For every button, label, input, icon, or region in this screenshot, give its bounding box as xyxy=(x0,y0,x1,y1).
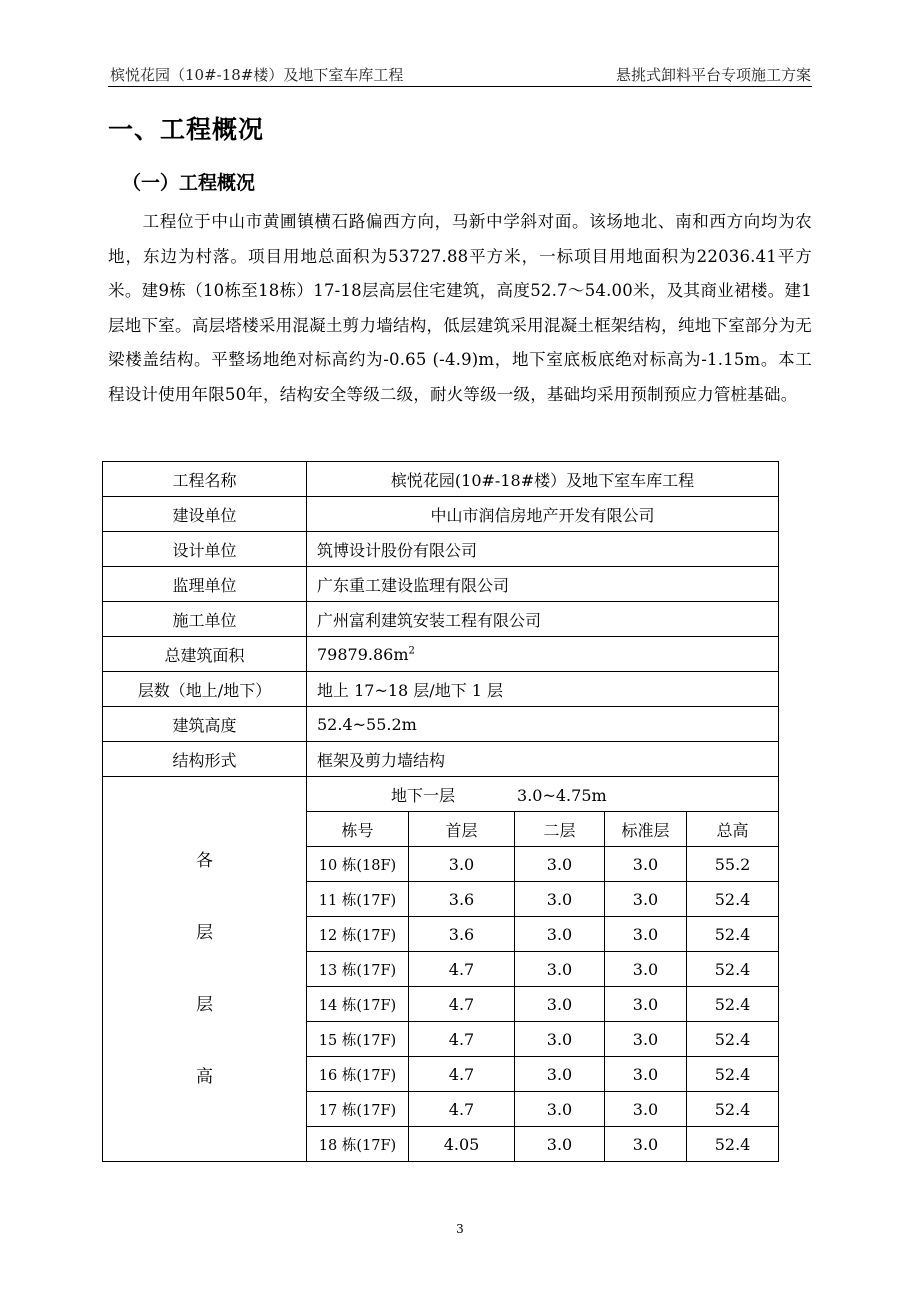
floor-height-cell: 3.6 xyxy=(409,917,515,952)
info-value-text: 框架及剪力墙结构 xyxy=(317,750,446,770)
header-project-name: 槟悦花园（10#-18#楼）及地下室车库工程 xyxy=(110,66,404,84)
info-value xyxy=(307,672,779,707)
section-title: 一、工程概况 xyxy=(108,115,265,144)
basement-value: 3.0~4.75m xyxy=(517,785,607,805)
info-value-text: 广州富利建筑安装工程有限公司 xyxy=(317,610,542,630)
info-row xyxy=(103,707,779,742)
info-value xyxy=(307,567,779,602)
info-value-text: 广东重工建设监理有限公司 xyxy=(317,575,510,595)
floor-height-cell: 4.7 xyxy=(409,1057,515,1092)
floor-heights-label-char: 层 xyxy=(196,995,213,1015)
basement-row xyxy=(103,777,779,812)
info-row xyxy=(103,602,779,637)
building-id: 17 栋(17F) xyxy=(307,1092,409,1127)
floor-height-cell: 3.0 xyxy=(515,1057,605,1092)
info-value xyxy=(307,462,779,497)
floor-height-cell: 3.0 xyxy=(605,882,687,917)
floor-heights-label-char: 层 xyxy=(196,923,213,943)
building-id: 15 栋(17F) xyxy=(307,1022,409,1057)
header-document-title: 悬挑式卸料平台专项施工方案 xyxy=(615,66,811,84)
subsection-title: （一）工程概况 xyxy=(122,172,256,194)
building-id: 12 栋(17F) xyxy=(307,917,409,952)
info-value-text: 中山市润信房地产开发有限公司 xyxy=(430,505,655,525)
info-label: 施工单位 xyxy=(103,602,307,637)
floor-column-header: 首层 xyxy=(409,812,515,847)
project-info-table xyxy=(102,461,779,1162)
floor-height-cell: 55.2 xyxy=(687,847,779,882)
info-value-text: 79879.86m xyxy=(317,644,409,664)
building-id: 18 栋(17F) xyxy=(307,1127,409,1162)
header-rule xyxy=(108,86,812,87)
info-value xyxy=(307,532,779,567)
floor-height-cell: 4.05 xyxy=(409,1127,515,1162)
info-label: 层数（地上/地下） xyxy=(103,672,307,707)
page-number: 3 xyxy=(456,1222,464,1236)
info-value xyxy=(307,637,779,672)
floor-height-cell: 3.0 xyxy=(605,987,687,1022)
floor-heights-label-char: 高 xyxy=(196,1067,213,1087)
floor-height-cell: 3.0 xyxy=(605,1022,687,1057)
floor-height-cell: 52.4 xyxy=(687,882,779,917)
info-value-superscript: 2 xyxy=(408,645,415,657)
basement-label: 地下一层 xyxy=(391,785,456,805)
floor-height-cell: 52.4 xyxy=(687,987,779,1022)
info-row xyxy=(103,532,779,567)
floor-height-cell: 4.7 xyxy=(409,1022,515,1057)
info-value-text: 地上 17~18 层/地下 1 层 xyxy=(317,680,504,700)
building-id: 14 栋(17F) xyxy=(307,987,409,1022)
info-row xyxy=(103,497,779,532)
info-label: 结构形式 xyxy=(103,742,307,777)
floor-height-cell: 52.4 xyxy=(687,1022,779,1057)
floor-column-header: 标准层 xyxy=(605,812,687,847)
building-id: 13 栋(17F) xyxy=(307,952,409,987)
info-value xyxy=(307,497,779,532)
info-row xyxy=(103,672,779,707)
info-value-text: 筑博设计股份有限公司 xyxy=(317,540,478,560)
info-label: 监理单位 xyxy=(103,567,307,602)
floor-height-cell: 52.4 xyxy=(687,952,779,987)
floor-height-cell: 3.0 xyxy=(515,952,605,987)
info-value-text: 52.4~55.2m xyxy=(317,714,417,734)
info-row xyxy=(103,462,779,497)
floor-height-cell: 52.4 xyxy=(687,1092,779,1127)
floor-height-cell: 3.0 xyxy=(605,847,687,882)
info-value xyxy=(307,742,779,777)
floor-height-cell: 3.6 xyxy=(409,882,515,917)
floor-height-cell: 3.0 xyxy=(605,1092,687,1127)
info-row xyxy=(103,637,779,672)
info-label: 建筑高度 xyxy=(103,707,307,742)
floor-height-cell: 3.0 xyxy=(515,847,605,882)
basement-cell xyxy=(307,777,779,812)
floor-height-cell: 3.0 xyxy=(605,952,687,987)
floor-heights-label-char: 各 xyxy=(196,851,213,871)
info-label: 工程名称 xyxy=(103,462,307,497)
floor-height-cell: 3.0 xyxy=(605,917,687,952)
floor-height-cell: 3.0 xyxy=(515,917,605,952)
info-row xyxy=(103,742,779,777)
floor-column-header: 栋号 xyxy=(307,812,409,847)
info-label: 设计单位 xyxy=(103,532,307,567)
info-value xyxy=(307,602,779,637)
floor-height-cell: 3.0 xyxy=(515,1092,605,1127)
floor-height-cell: 52.4 xyxy=(687,917,779,952)
building-id: 16 栋(17F) xyxy=(307,1057,409,1092)
floor-height-cell: 4.7 xyxy=(409,987,515,1022)
floor-height-cell: 3.0 xyxy=(515,1127,605,1162)
info-label: 总建筑面积 xyxy=(103,637,307,672)
floor-height-cell: 3.0 xyxy=(515,1022,605,1057)
info-label: 建设单位 xyxy=(103,497,307,532)
building-id: 11 栋(17F) xyxy=(307,882,409,917)
floor-height-cell: 3.0 xyxy=(515,882,605,917)
info-value-text: 槟悦花园(10#-18#楼）及地下室车库工程 xyxy=(390,470,695,490)
floor-column-header: 二层 xyxy=(515,812,605,847)
info-value xyxy=(307,707,779,742)
floor-height-cell: 3.0 xyxy=(409,847,515,882)
floor-heights-label xyxy=(103,777,307,1162)
building-id: 10 栋(18F) xyxy=(307,847,409,882)
floor-height-cell: 3.0 xyxy=(605,1127,687,1162)
floor-height-cell: 4.7 xyxy=(409,1092,515,1127)
floor-height-cell: 52.4 xyxy=(687,1057,779,1092)
floor-height-cell: 52.4 xyxy=(687,1127,779,1162)
floor-height-cell: 3.0 xyxy=(605,1057,687,1092)
info-row xyxy=(103,567,779,602)
overview-paragraph: 工程位于中山市黄圃镇横石路偏西方向，马新中学斜对面。该场地北、南和西方向均为农地，东边为村落。项目用地总面积为53727.88平方米，一标项目用地面积为22036.41平方米。建9栋（10栋至18栋）17-18层高层住宅建筑，高度52.7～54.00米，及其商业裙楼。建1层地下室。高层塔楼采用混凝土剪力墙结构，低层建筑采用混凝土框架结构，纯地下室部分为无梁楼盖结构。平整场地绝对标高约为-0.65 (-4.9)m，地下室底板底绝对标高为-1.15m。本工程设计使用年限50年，结构安全等级二级，耐火等级一级，基础均采用预制预应力管桩基础。 xyxy=(108,212,812,404)
floor-column-header: 总高 xyxy=(687,812,779,847)
floor-height-cell: 3.0 xyxy=(515,987,605,1022)
floor-height-cell: 4.7 xyxy=(409,952,515,987)
